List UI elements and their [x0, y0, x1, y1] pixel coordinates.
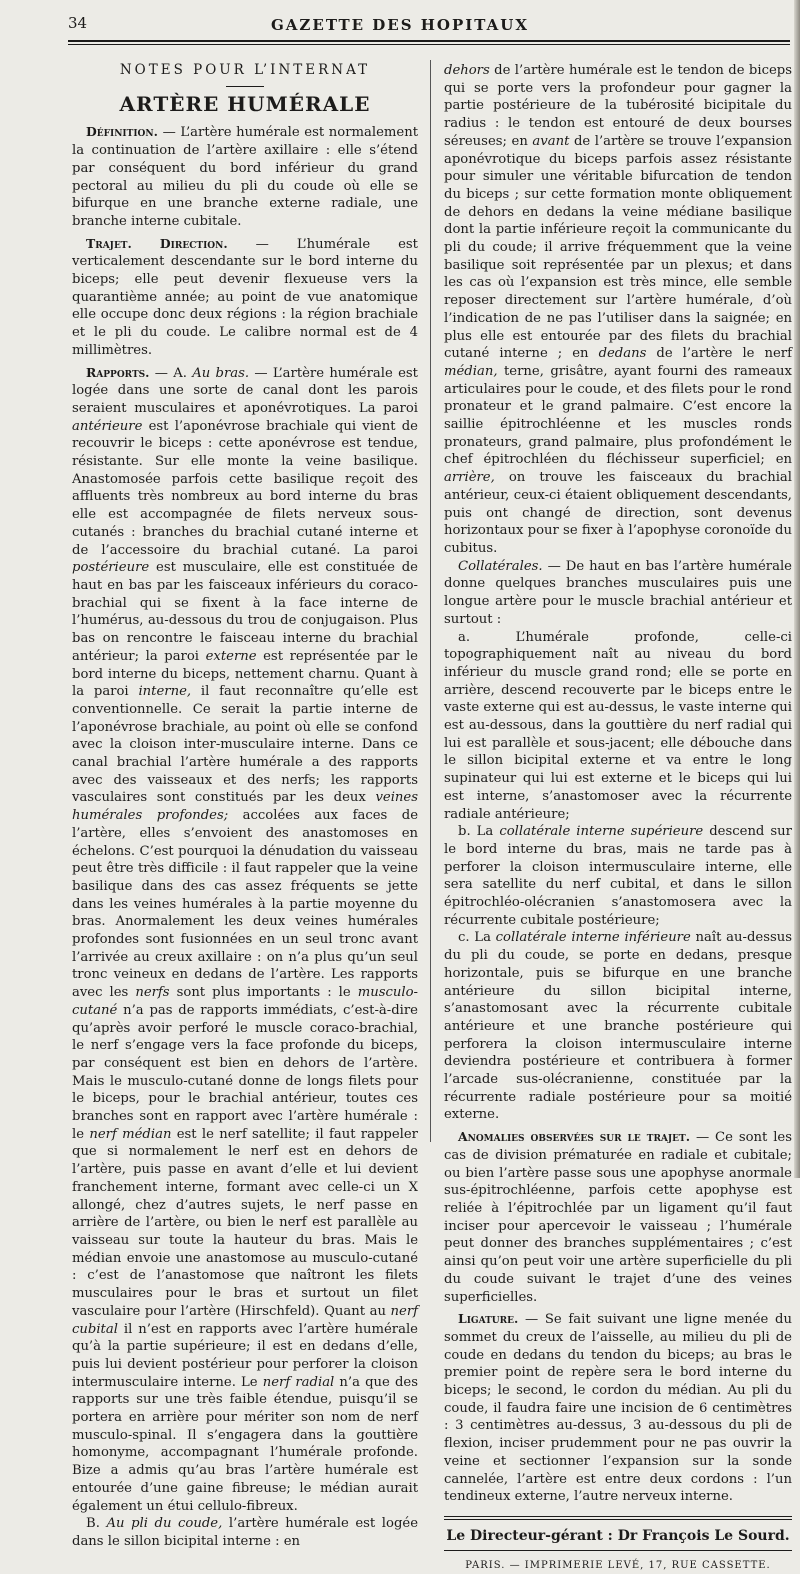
paragraph-pli-du-coude-cont: dehors de l’artère humérale est le tendon de biceps qui se porte vers la profondeur pour gagner la partie postérieure de la tubérosité bicipitale du radius : le tendon est entouré de deux bourses séreuses; en avant de l’artère se trouve l’expansion aponévrotique du biceps parfois assez résistante pour simuler une véritable bifurcation de tendon du biceps ; sur cette formation monte obliquement de dehors en dedans la veine médiane basilique dont la partie inférieure reçoit la communicante du pli du coude; il arrive fréquemment que la veine basilique soit représentée par un plexus; et dans les cas où l’expansion est très mince, elle semble reposer directement sur l’artère humérale, d’où l’indication de ne pas l’utiliser dans la saignée; en plus elle est entourée par des filets du brachial cutané interne ; en dedans de l’artère le nerf médian, terne, grisâtre, ayant fourni des rameaux articulaires pour le coude, et des filets pour le rond pronateur et le grand palmaire. C’est encore la saillie épitrochléenne et les muscles ronds pronateurs, grand palmaire, plus profondément le chef épitrochléen du fléchisseur superficiel; en arrière, on trouve les faisceaux du brachial antérieur, ceux-ci étaient obliquement descendants, puis ont changé de direction, sont devenus horizontaux pour se fixer à l’apophyse coronoïde du cubitus. — [444, 63, 792, 556]
director-line: Le Directeur-gérant : Dr François Le Sourd. — [446, 1527, 790, 1544]
right-column — [444, 62, 792, 1574]
paragraph-trajet: Trajet. Direction. — L’humérale est verticalement descendante sur le bord interne du biceps; elle peut devenir flexueuse vers la quarantième année; au point de vue anatomique elle occupe donc deux régions : la région brachiale et le pli du coude. Le calibre normal est de 4 millimètres. — [72, 235, 418, 358]
paragraph-collaterale-a: a. L’humérale profonde, celle-ci topographiquement naît au niveau du bord inférieur du muscle grand rond; elle se porte en arrière, descend recouverte par le biceps entre le vaste externe qui est au-dessus, le vaste interne qui est au-dessous, dans la gouttière du nerf radial qui lui est parallèle et sous-jacent; elle débouche dans le sillon bicipital externe et va entre le long supinateur qui lui est externe et le biceps qui lui est interne, s’anastomoser avec la récurrente radiale antérieure; — [444, 629, 792, 822]
page-edge-shadow — [794, 0, 800, 1178]
short-rule — [226, 86, 264, 87]
article-title: ARTÈRE HUMÉRALE — [119, 91, 371, 116]
header-rule-thin — [68, 44, 790, 45]
run-in-heading: Anomalies observées sur le trajet. — [458, 1129, 691, 1145]
run-in-heading: Collatérales. — [458, 558, 543, 574]
paragraph-collaterale-c: c. La collatérale interne inférieure naît au-dessus du pli du coude, se porte en dedans, presque horizontale, puis se bifurque en une branche antérieure du sillon bicipital interne, s’anastomosant avec la récurrente cubitale antérieure et une branche postérieure qui perforera la cloison intermusculaire interne deviendra postérieure et contribuera à former l’arcade sus-olécranienne, constituée par la récurrente radiale postérieure pour sa moitié externe. — [444, 930, 792, 1123]
header-rule — [68, 40, 790, 42]
paragraph-rapports: Rapports. — A. Au bras. — L’artère humérale est logée dans une sorte de canal dont les parois seraient musculaires et aponévrotiques. La paroi antérieure est l’aponévrose brachiale qui vient de recouvrir le biceps : cette aponévrose est tendue, résistante. Sur elle monte la veine basilique. Anastomosée parfois cette basilique reçoit des affluents très nombreux au bord interne du bras elle est accompagnée de filets nerveux sous-cutanés : branches du brachial cutané interne et de l’accessoire du brachial cutané. La paroi postérieure est musculaire, elle est constituée de haut en bas par les faisceaux inférieurs du coraco-brachial qui se fixent à la face interne de l’humérus, au-dessous du trou de conjugaison. Plus bas on rencontre le faisceau interne du brachial antérieur; la paroi externe est représentée par le bord interne du biceps, nettement charnu. Quant à la paroi interne, il faut reconnaître qu’elle est conventionnelle. Ce serait la partie interne de l’aponévrose brachiale, au point où elle se confond avec la cloison inter-musculaire interne. Dans ce canal brachial l’artère humérale a des rapports avec des vaisseaux et des nerfs; les rapports vasculaires sont constitués par les deux veines humérales profondes; accolées aux faces de l’artère, elles s’envoient des anastomoses en échelons. C’est pourquoi la dénudation du vaisseau peut être très difficile : il faut rappeler que la veine basilique dans des cas assez fréquents se jette dans les veines humérales à la partie moyenne du bras. Anormalement les deux veines humérales profondes sont fusionnées en un seul tronc avant l’arrivée au creux axillaire : on n’a plus qu’un seul tronc veineux en dedans de l’artère. Les rapports avec les nerfs sont plus importants : le musculo-cutané n’a pas de rapports immédiats, c’est-à-dire qu’après avoir perforé le muscle coraco-brachial, le nerf s’engage vers la face profonde du biceps, par conséquent est bien en dehors de l’artère. Mais le musculo-cutané donne de longs filets pour le biceps, pour le brachial antérieur, toutes ces branches sont en rapport avec l’artère humérale : le nerf médian est le nerf satellite; il faut rappeler que si normalement le nerf est en dehors de l’artère, puis passe en avant d’elle et lui devient franchement interne, formant avec celle-ci un X allongé, chez d’autres sujets, le nerf passe en arrière de l’artère, ou bien le nerf est parallèle au vaisseau sur toute la hauteur du bras. Mais le médian envoie une anastomose au musculo-cutané : c’est de l’anastomose que naîtront les filets musculaires pour le bras et surtout un filet vasculaire pour l’artère (Hirschfeld). Quant au nerf cubital il n’est en rapports avec l’artère humérale qu’à la partie supérieure; il est en dedans d’elle, puis lui devient postérieur pour perforer la cloison intermusculaire interne. Le nerf radial n’a que des rapports sur une très faible étendue, puisqu’il se portera en arrière pour mériter son nom de nerf musculo-spinal. Il s’engagera dans la gouttière homonyme, accompagnant l’humérale profonde. Bize a admis qu’au bras l’artère humérale est entourée d’une gaine fibreuse; le médian aurait également un étui cellulo-fibreux. — [72, 364, 418, 1514]
section-kicker: NOTES POUR L’INTERNAT — [119, 62, 371, 78]
run-in-heading: Trajet. Direction. — [86, 235, 228, 251]
page-number: 34 — [68, 14, 88, 32]
paragraph-collaterales: Collatérales. — De haut en bas l’artère humérale donne quelques branches musculaires puis une longue artère pour le muscle brachial antérieur et surtout : — [444, 558, 792, 627]
imprint-line: PARIS. — IMPRIMERIE LEVÉ, 17, RUE CASSETTE. — [465, 1559, 771, 1571]
run-in-heading: Rapports. — [86, 364, 150, 380]
paragraph-collaterale-b: b. La collatérale interne supérieure descend sur le bord interne du bras, mais ne tarde pas à perforer la cloison intermusculaire interne, elle sera satellite du nerf cubital, et dans le sillon épitrochléo-olécranien s’anastomosera avec la récurrente cubitale postérieure; — [444, 824, 792, 928]
running-head: GAZETTE DES HOPITAUX — [270, 16, 529, 34]
footer-double-rule — [444, 1516, 792, 1520]
column-separator — [430, 60, 431, 1142]
run-in-heading: Ligature. — [458, 1311, 519, 1327]
run-in-heading: Définition. — [86, 124, 158, 140]
footer-rule — [444, 1550, 792, 1551]
paragraph-definition: Définition. — L’artère humérale est normalement la continuation de l’artère axillaire : elle s’étend par conséquent du bord inférieur du grand pectoral au milieu du pli du coude où elle se bifurque en une branche externe radiale, une branche interne cubitale. — [72, 124, 418, 229]
paragraph-ligature: Ligature. — Se fait suivant une ligne menée du sommet du creux de l’aisselle, au milieu du pli de coude en dedans du tendon du biceps; au bras le premier point de repère sera le bord interne du biceps; le second, le cordon du médian. Au pli du coude, il faudra faire une incision de 6 centimètres : 3 centimètres au-dessus, 3 au-dessous du pli de flexion, inciser prudemment pour ne pas ouvrir la veine et sectionner l’expansion sur la sonde cannelée, l’artère est entre deux cordons : l’un tendineux externe, l’autre nerveux interne. — [444, 1311, 792, 1505]
paragraph-pli-du-coude-start: B. Au pli du coude, l’artère humérale est logée dans le sillon bicipital interne : en — [72, 1516, 418, 1549]
paragraph-anomalies: Anomalies observées sur le trajet. — Ce sont les cas de division prématurée en radiale et cubitale; ou bien l’artère passe sous une apophyse anormale sus-épitrochléenne, parfois cette apophyse est reliée à l’épitrochlée par un ligament qu’il faut inciser pour apercevoir le vaisseau ; l’humérale peut donner des branches supplémentaires ; c’est ainsi qu’on peut voir une artère superficielle du pli du coude suivant le trajet d’une des veines superficielles. — [444, 1129, 792, 1305]
left-column — [72, 62, 418, 1551]
